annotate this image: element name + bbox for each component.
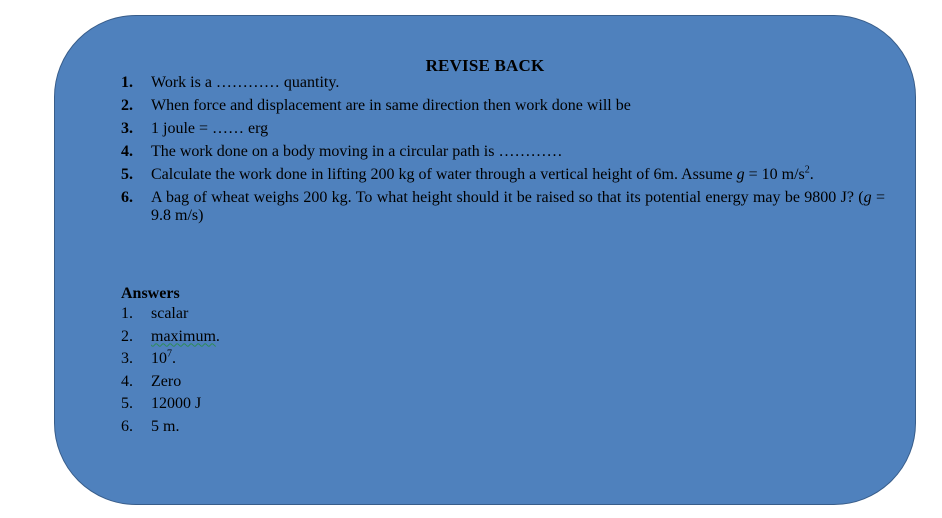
answer-item — [121, 373, 220, 396]
answer-text: 12000 J — [151, 395, 202, 412]
question-text: When force and displacement are in same direction then work done will be — [151, 97, 631, 114]
answer-text: . — [215, 327, 220, 345]
answer-text: 5 m. — [151, 417, 180, 435]
question-text: = 9.8 m/s) — [151, 189, 886, 224]
question-text: Work is a ………… quantity. — [151, 74, 340, 91]
question-number: 4. — [121, 143, 133, 160]
answer-text: 10 — [151, 350, 167, 367]
answer-text: Zero — [151, 372, 182, 390]
answer-item — [121, 328, 220, 351]
answer-text: . — [172, 350, 176, 367]
answer-item — [121, 305, 220, 328]
question-item — [121, 166, 885, 184]
question-text: The work done on a body moving in a circular path is ………… — [151, 143, 563, 160]
answer-item — [121, 350, 220, 373]
question-text: Calculate the work done in lifting 200 kg of water through a vertical height of 6m. Assume — [151, 166, 737, 183]
revision-card — [54, 15, 916, 505]
gravity-symbol: g — [863, 189, 872, 206]
question-text: . — [809, 166, 814, 183]
question-text: = 10 m/s — [744, 166, 805, 183]
answer-number: 5. — [121, 395, 133, 412]
question-text: A bag of wheat weighs 200 kg. To what height should it be raised so that its potential energy may be 9800 J? ( — [151, 189, 864, 206]
question-item — [121, 74, 885, 92]
answer-number: 4. — [121, 372, 133, 390]
answer-list — [121, 305, 220, 440]
answer-number: 6. — [121, 417, 133, 435]
answer-item — [121, 395, 220, 418]
question-item — [121, 120, 885, 138]
question-list — [121, 74, 885, 230]
answer-text: scalar — [151, 305, 189, 322]
answer-number: 1. — [121, 305, 133, 322]
question-item — [121, 97, 885, 115]
answer-text: maximum — [151, 327, 216, 345]
question-number: 3. — [121, 120, 133, 137]
answer-number: 3. — [121, 350, 133, 367]
answer-number: 2. — [121, 327, 133, 345]
question-number: 6. — [121, 189, 133, 206]
question-item — [121, 143, 885, 161]
exponent: 7 — [167, 348, 172, 360]
answer-item — [121, 418, 220, 441]
exponent: 2 — [804, 164, 810, 176]
question-number: 5. — [121, 166, 133, 183]
question-number: 1. — [121, 74, 133, 91]
question-item — [121, 189, 885, 225]
question-text: 1 joule = …… erg — [151, 120, 269, 137]
answers-heading: Answers — [121, 285, 180, 302]
card-title: REVISE BACK — [425, 56, 545, 75]
question-number: 2. — [121, 97, 133, 114]
gravity-symbol: g — [736, 166, 745, 183]
